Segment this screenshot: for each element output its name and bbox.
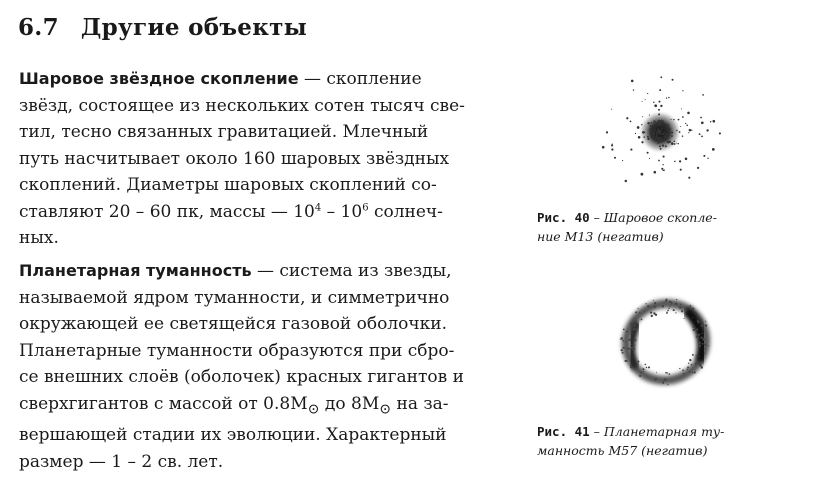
star-dot xyxy=(679,131,681,133)
star-dot xyxy=(663,156,665,158)
nebula-speck xyxy=(702,338,705,341)
nebula-speck xyxy=(698,341,701,344)
star-dot xyxy=(642,131,644,133)
star-dot xyxy=(682,135,684,137)
star-dot xyxy=(659,101,661,103)
nebula-speck xyxy=(647,305,649,307)
star-dot xyxy=(688,177,690,179)
nebula-speck xyxy=(624,360,626,362)
star-dot xyxy=(712,148,715,151)
star-dot xyxy=(660,148,662,150)
nebula-speck xyxy=(625,341,626,342)
figure-label: Рис. 40 xyxy=(537,210,590,225)
star-dot xyxy=(658,122,659,123)
nebula-speck xyxy=(705,321,706,322)
exponent: 4 xyxy=(314,201,322,213)
nebula-speck xyxy=(689,371,691,373)
star-dot xyxy=(670,119,671,120)
nebula-speck xyxy=(654,302,656,304)
nebula-speck xyxy=(665,299,667,301)
exponent: 6 xyxy=(362,201,369,213)
star-dot xyxy=(703,155,705,157)
star-dot xyxy=(664,134,665,135)
nebula-speck xyxy=(622,352,624,354)
star-dot xyxy=(652,132,654,134)
nebula-speck xyxy=(663,380,664,381)
star-dot xyxy=(682,90,683,91)
star-dot xyxy=(668,97,670,99)
nebula-speck xyxy=(702,343,704,345)
nebula-speck xyxy=(699,345,701,347)
star-dot xyxy=(661,168,663,170)
star-dot xyxy=(665,145,667,147)
star-dot xyxy=(687,112,690,115)
star-dot xyxy=(626,117,628,119)
figure-label: Рис. 41 xyxy=(537,424,590,439)
nebula-speck xyxy=(638,361,640,363)
nebula-speck xyxy=(621,349,623,351)
star-dot xyxy=(642,116,643,117)
nebula-speck xyxy=(642,368,644,370)
nebula-speck xyxy=(638,308,639,309)
star-dot xyxy=(669,133,671,135)
text-line: скоплений. Диаметры шаровых скоплений со- xyxy=(19,175,437,195)
star-dot xyxy=(659,140,662,143)
nebula-speck xyxy=(628,339,630,341)
star-dot xyxy=(671,135,673,137)
star-dot xyxy=(676,130,677,131)
nebula-speck xyxy=(687,369,688,370)
nebula-speck xyxy=(701,333,702,334)
text-line: размер — 1 – 2 св. лет. xyxy=(19,451,224,472)
star-dot xyxy=(643,136,644,137)
star-dot xyxy=(654,104,657,107)
globular-cluster-image xyxy=(592,62,742,202)
nebula-speck xyxy=(689,307,691,309)
star-dot xyxy=(637,126,640,129)
nebula-speck xyxy=(679,306,682,309)
nebula-speck xyxy=(656,372,657,373)
star-dot xyxy=(719,132,721,134)
nebula-speck xyxy=(689,359,691,361)
star-dot xyxy=(642,101,643,102)
nebula-speck xyxy=(667,384,668,385)
nebula-speck xyxy=(689,319,690,320)
star-dot xyxy=(659,145,661,147)
star-dot xyxy=(606,131,608,133)
nebula-speck xyxy=(683,318,684,319)
star-dot xyxy=(611,144,613,146)
star-dot xyxy=(673,119,674,120)
section-heading xyxy=(18,14,307,41)
nebula-speck xyxy=(692,317,693,318)
star-dot xyxy=(671,131,673,133)
star-dot xyxy=(659,131,661,133)
nebula-speck xyxy=(627,348,629,350)
star-dot xyxy=(661,134,663,136)
nebula-speck xyxy=(646,367,648,369)
star-dot xyxy=(674,161,676,163)
star-dot xyxy=(647,136,649,138)
star-dot xyxy=(667,141,670,144)
star-dot xyxy=(659,133,661,135)
nebula-speck xyxy=(689,305,691,307)
nebula-speck xyxy=(650,307,651,308)
nebula-speck xyxy=(669,306,670,307)
star-dot xyxy=(663,169,665,171)
nebula-speck xyxy=(630,366,632,368)
nebula-speck xyxy=(626,331,628,333)
star-dot xyxy=(645,99,646,100)
nebula-speck xyxy=(705,324,707,326)
nebula-speck xyxy=(654,305,656,307)
text-line: сверхгигантов с массой от $0.8M_⊙$ до $8M_⊙$ на за- xyxy=(19,393,449,417)
star-dot xyxy=(676,143,677,144)
nebula-speck xyxy=(631,344,632,345)
nebula-speck xyxy=(634,325,636,327)
nebula-speck xyxy=(701,319,702,320)
star-dot xyxy=(633,89,634,90)
star-dot xyxy=(614,157,616,159)
nebula-speck xyxy=(662,382,664,384)
nebula-speck xyxy=(681,310,683,312)
nebula-speck xyxy=(620,337,623,340)
nebula-speck xyxy=(693,329,695,331)
nebula-speck xyxy=(679,368,680,369)
star-dot xyxy=(641,173,644,176)
nebula-speck xyxy=(667,372,668,373)
star-dot xyxy=(699,133,701,135)
nebula-speck xyxy=(653,300,654,301)
nebula-speck xyxy=(704,353,705,354)
star-dot xyxy=(611,148,613,150)
nebula-speck xyxy=(698,333,700,335)
nebula-speck xyxy=(701,336,703,338)
star-dot xyxy=(602,146,605,149)
nebula-speck xyxy=(704,344,706,346)
star-dot xyxy=(685,123,686,124)
nebula-speck xyxy=(648,366,650,368)
star-dot xyxy=(710,121,711,122)
nebula-speck xyxy=(655,378,657,380)
star-dot xyxy=(660,105,662,107)
star-dot xyxy=(701,121,704,124)
nebula-speck xyxy=(708,345,709,346)
nebula-speck xyxy=(635,339,637,341)
star-dot xyxy=(713,120,716,123)
star-dot xyxy=(658,160,660,162)
star-dot xyxy=(647,93,648,94)
star-dot xyxy=(657,143,659,145)
nebula-speck xyxy=(692,326,694,328)
star-dot xyxy=(622,160,623,161)
nebula-speck xyxy=(696,328,698,330)
nebula-speck xyxy=(643,371,644,372)
star-dot xyxy=(700,117,702,119)
star-dot xyxy=(702,94,704,96)
star-dot xyxy=(678,119,680,121)
figure-caption: Рис. 40 – Шаровое скопле- ние M13 (негатив) xyxy=(537,210,717,244)
star-dot xyxy=(669,138,670,139)
star-dot xyxy=(654,129,656,131)
nebula-speck xyxy=(622,340,624,342)
nebula-speck xyxy=(696,355,697,356)
nebula-speck xyxy=(630,323,632,325)
star-dot xyxy=(625,180,627,182)
nebula-speck xyxy=(623,329,625,331)
nebula-speck xyxy=(667,310,669,312)
nebula-speck xyxy=(692,372,694,374)
section-number: 6.7 xyxy=(18,14,59,41)
star-dot xyxy=(611,109,612,110)
nebula-speck xyxy=(633,328,635,330)
star-dot xyxy=(707,158,708,159)
nebula-speck xyxy=(641,319,643,321)
star-dot xyxy=(653,102,654,103)
star-dot xyxy=(635,133,636,134)
nebula-speck xyxy=(630,365,632,367)
nebula-speck xyxy=(650,311,652,313)
star-dot xyxy=(658,123,661,126)
nebula-speck xyxy=(676,299,677,300)
star-dot xyxy=(685,158,688,161)
star-dot xyxy=(659,89,661,91)
nebula-speck xyxy=(644,364,646,366)
nebula-speck xyxy=(639,375,641,377)
text-line: вершающей стадии их эволюции. Характерный xyxy=(19,425,447,446)
star-dot xyxy=(630,121,632,123)
star-dot xyxy=(678,143,679,144)
star-dot xyxy=(688,132,689,133)
nebula-speck xyxy=(695,363,697,365)
text-line: ставляют 20 – 60 пк, массы — $10^4 - 10^6$ солнеч- xyxy=(19,201,443,222)
paragraph-globular-cluster xyxy=(19,66,519,252)
star-dot xyxy=(647,138,649,140)
figure-caption: Рис. 41 – Планетарная ту- манность M57 (негатив) xyxy=(537,424,725,458)
nebula-speck xyxy=(687,366,689,368)
star-dot xyxy=(701,136,703,138)
nebula-speck xyxy=(663,302,664,303)
star-dot xyxy=(657,137,659,139)
star-dot xyxy=(656,132,658,134)
star-dot xyxy=(612,144,613,145)
star-dot xyxy=(680,126,681,127)
nebula-speck xyxy=(704,348,705,349)
star-dot xyxy=(667,128,670,131)
nebula-speck xyxy=(699,356,700,357)
nebula-speck xyxy=(666,311,668,313)
star-dot xyxy=(638,136,641,139)
nebula-speck xyxy=(698,336,699,337)
nebula-speck xyxy=(694,371,696,373)
star-dot xyxy=(656,134,658,136)
sun-symbol: ⊙ xyxy=(379,400,392,417)
nebula-speck xyxy=(668,308,669,309)
term-planetary-nebula: Планетарная туманность xyxy=(19,261,252,280)
star-dot xyxy=(666,97,667,98)
text-line: Планетарная туманность — система из звезды, xyxy=(19,261,452,281)
nebula-speck xyxy=(692,354,694,356)
star-dot xyxy=(681,108,682,109)
star-dot xyxy=(691,129,692,130)
nebula-speck xyxy=(696,336,698,338)
text-line: се внешних слоёв (оболочек) красных гигантов и xyxy=(19,367,464,387)
star-dot xyxy=(662,145,663,146)
nebula-speck xyxy=(670,301,672,303)
star-dot xyxy=(674,140,676,142)
star-dot xyxy=(674,143,676,145)
nebula-speck xyxy=(680,304,681,305)
text-line: звёзд, состоящее из нескольких сотен тысяч све- xyxy=(19,95,465,116)
nebula-speck xyxy=(688,363,689,364)
nebula-speck xyxy=(675,312,676,313)
nebula-speck xyxy=(701,325,704,328)
nebula-speck xyxy=(635,328,637,330)
nebula-speck xyxy=(669,373,671,375)
star-dot xyxy=(672,79,674,81)
nebula-speck xyxy=(683,373,685,375)
star-dot xyxy=(649,115,650,116)
nebula-speck xyxy=(645,303,646,304)
planetary-nebula-image xyxy=(606,288,726,398)
text-line: ных. xyxy=(19,228,59,248)
star-dot xyxy=(649,125,651,127)
star-dot xyxy=(641,141,643,143)
nebula-speck xyxy=(651,315,653,317)
star-dot xyxy=(658,113,660,115)
nebula-speck xyxy=(697,321,699,323)
star-dot xyxy=(661,120,663,122)
nebula-speck xyxy=(691,364,693,366)
nebula-speck xyxy=(622,347,624,349)
nebula-speck xyxy=(620,339,621,340)
nebula-speck xyxy=(633,350,634,351)
star-dot xyxy=(631,80,634,83)
star-dot xyxy=(641,124,642,125)
star-dot xyxy=(686,125,688,127)
star-dot xyxy=(644,132,645,133)
star-dot xyxy=(662,164,663,165)
text-line: тил, тесно связанных гравитацией. Млечный xyxy=(19,122,429,142)
star-dot xyxy=(668,124,669,125)
star-dot xyxy=(682,116,684,118)
star-dot xyxy=(630,149,632,151)
star-dot xyxy=(664,136,666,138)
star-dot xyxy=(651,136,653,138)
nebula-speck xyxy=(682,370,684,372)
star-dot xyxy=(651,122,653,124)
text-line: окружающей ее светящейся газовой оболочки. xyxy=(19,314,447,334)
star-dot xyxy=(661,128,663,130)
nebula-speck xyxy=(635,345,636,346)
star-dot xyxy=(666,139,668,141)
star-dot xyxy=(657,130,659,132)
star-dot xyxy=(667,136,669,138)
nebula-speck xyxy=(703,337,704,338)
paragraph-planetary-nebula xyxy=(19,258,519,475)
nebula-speck xyxy=(700,338,701,339)
star-dot xyxy=(658,128,659,129)
text-line: путь насчитывает около 160 шаровых звёздных xyxy=(19,148,450,169)
nebula-speck xyxy=(675,303,677,305)
text-line: Шаровое звёздное скопление — скопление xyxy=(19,69,422,89)
nebula-speck xyxy=(640,372,642,374)
term-globular-cluster: Шаровое звёздное скопление xyxy=(19,69,299,88)
star-dot xyxy=(649,123,650,124)
sun-symbol: ⊙ xyxy=(307,400,320,417)
nebula-speck xyxy=(633,348,635,350)
nebula-speck xyxy=(662,305,665,308)
nebula-speck xyxy=(644,311,645,312)
nebula-speck xyxy=(624,347,625,348)
nebula-speck xyxy=(692,308,694,310)
star-dot xyxy=(666,134,668,136)
text-line: называемой ядром туманности, и симметрично xyxy=(19,287,450,308)
section-title: Другие объекты xyxy=(80,14,308,41)
nebula-speck xyxy=(639,312,640,313)
star-dot xyxy=(663,132,665,134)
nebula-speck xyxy=(665,372,667,374)
star-dot xyxy=(650,130,651,131)
star-dot xyxy=(697,167,699,169)
nebula-speck xyxy=(655,314,657,316)
star-dot xyxy=(662,121,664,123)
star-dot xyxy=(665,127,666,128)
star-dot xyxy=(656,124,657,125)
star-dot xyxy=(659,137,662,140)
star-dot xyxy=(649,128,650,129)
star-dot xyxy=(653,120,655,122)
nebula-speck xyxy=(673,309,675,311)
text-line: Планетарные туманности образуются при сбро- xyxy=(19,340,455,361)
star-dot xyxy=(706,129,708,131)
nebula-speck xyxy=(701,366,703,368)
nebula-speck xyxy=(635,311,637,313)
star-dot xyxy=(658,109,660,111)
star-dot xyxy=(647,152,649,154)
star-dot xyxy=(654,171,657,174)
nebula-speck xyxy=(670,303,671,304)
star-dot xyxy=(649,158,650,159)
star-dot xyxy=(680,169,682,171)
star-dot xyxy=(671,142,674,145)
star-dot xyxy=(689,129,692,132)
star-dot xyxy=(679,160,681,162)
star-dot xyxy=(660,76,662,78)
nebula-speck xyxy=(664,378,667,381)
nebula-speck xyxy=(631,347,634,350)
